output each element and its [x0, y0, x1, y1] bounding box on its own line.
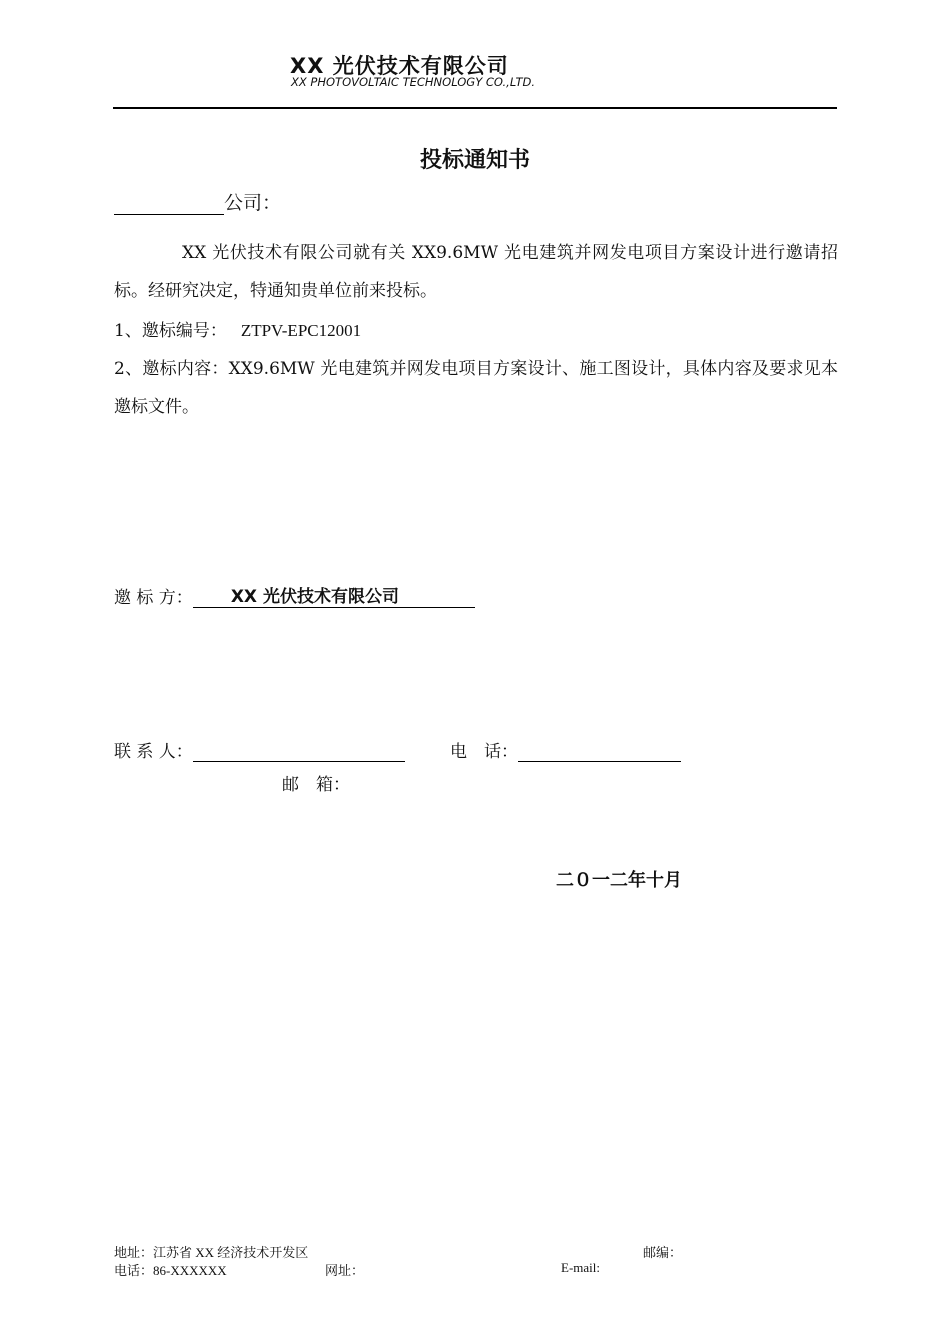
footer-website: 网址：	[325, 1263, 365, 1278]
inviter-field	[114, 583, 475, 608]
inviter-value: XX 光伏技术有限公司	[230, 587, 399, 607]
item-invitation-number	[114, 316, 361, 341]
salutation-suffix: 公司：	[224, 192, 282, 214]
salutation	[114, 188, 281, 215]
phone-line	[518, 739, 681, 762]
contact-label: 联 系 人：	[114, 742, 193, 762]
footer-address: 地址：江苏省 XX 经济技术开发区	[114, 1245, 309, 1260]
item1-value: ZTPV-EPC12001	[240, 321, 362, 340]
intro-paragraph: XX 光伏技术有限公司就有关 XX9.6MW 光电建筑并网发电项目方案设计进行邀请招标。经研究决定，特通知贵单位前来投标。	[114, 243, 838, 301]
document-title: 投标通知书	[419, 147, 530, 173]
header-divider	[113, 107, 837, 109]
phone-field	[450, 737, 681, 762]
item-invitation-content: 2、邀标内容：XX9.6MW 光电建筑并网发电项目方案设计、施工图设计，具体内容及要求见本邀标文件。	[114, 359, 838, 417]
contact-field	[114, 737, 405, 762]
company-blank-line	[114, 194, 224, 215]
issue-date: 二０一二年十月	[556, 870, 682, 891]
footer-postcode: 邮编：	[643, 1245, 683, 1260]
contact-line	[193, 739, 405, 762]
item1-label: 1、邀标编号：	[114, 321, 227, 341]
email-label: 邮 箱：	[282, 775, 350, 795]
company-name-cn: XX 光伏技术有限公司	[290, 54, 509, 78]
inviter-line	[193, 585, 475, 608]
footer-email: E-mail:	[561, 1260, 600, 1275]
footer-phone: 电话：86-XXXXXX	[114, 1263, 227, 1278]
company-name-en: XX PHOTOVOLTAIC TECHNOLOGY CO.,LTD.	[291, 75, 535, 89]
inviter-label: 邀 标 方：	[114, 588, 193, 608]
phone-label: 电 话：	[450, 742, 518, 762]
